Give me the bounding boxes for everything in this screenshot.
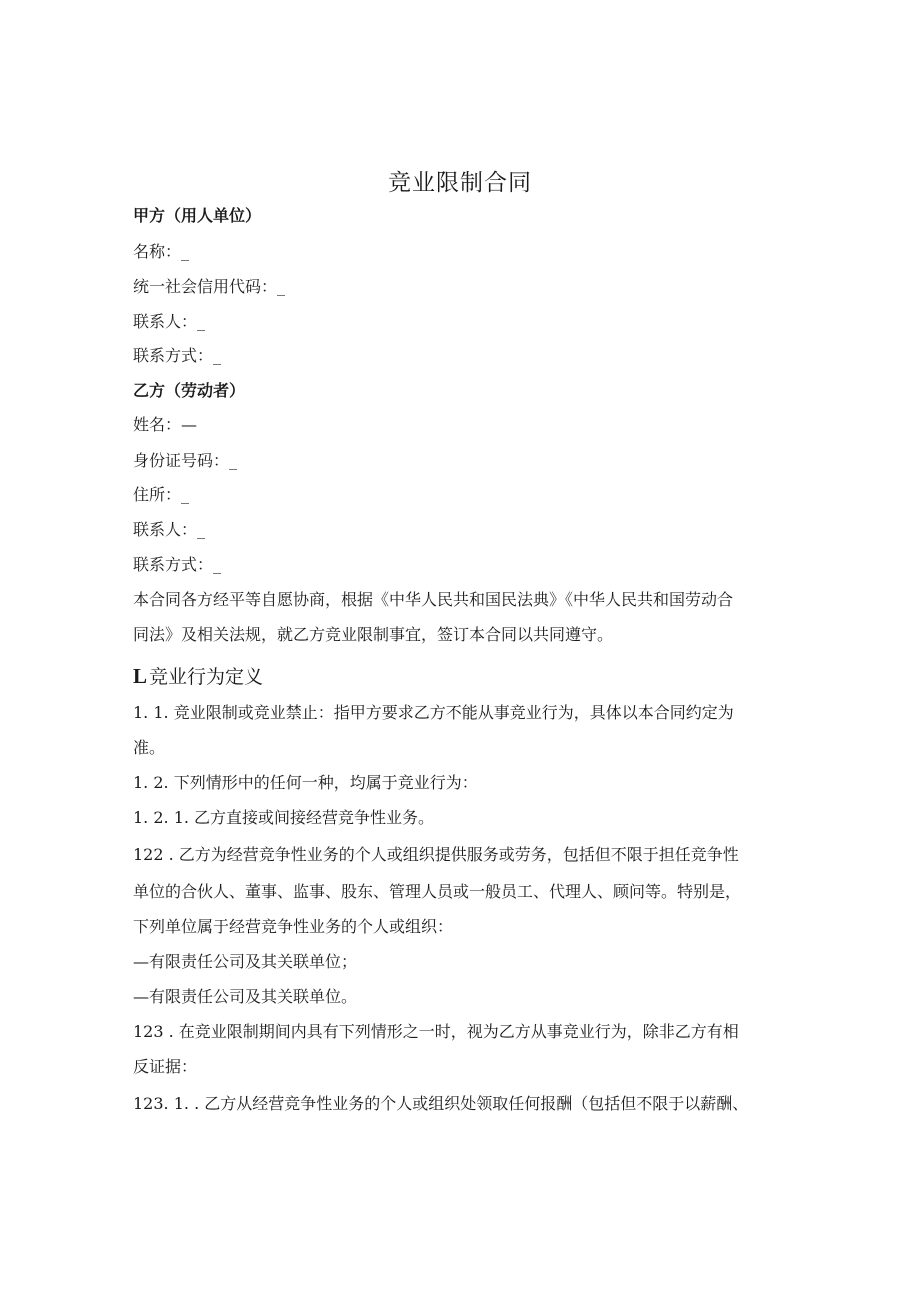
party-b-contact-person: 联系人：_ [133, 520, 206, 539]
party-a-name: 名称：_ [133, 242, 190, 261]
party-a-credit-code: 统一社会信用代码：_ [133, 277, 286, 296]
preamble-line: 同法》及相关法规，就乙方竞业限制事宜，签订本合同以共同遵守。 [133, 625, 614, 644]
clause-line: —有限责任公司及其关联单位。 [133, 987, 358, 1006]
party-a-contact-person: 联系人：_ [133, 312, 206, 331]
clause-line: 1. 2. 下列情形中的任何一种，均属于竞业行为： [133, 773, 478, 792]
clause-line: 单位的合伙人、董事、监事、股东、管理人员或一般员工、代理人、顾问等。特别是， [133, 882, 742, 901]
party-a-contact-method: 联系方式：_ [133, 346, 222, 365]
party-b-name: 姓名：— [133, 415, 198, 434]
party-a-heading: 甲方（用人单位） [133, 206, 262, 225]
party-b-contact-method: 联系方式：_ [133, 555, 222, 574]
clause-line: 122 . 乙方为经营竞争性业务的个人或组织提供服务或劳务，包括但不限于担任竞争性 [133, 845, 739, 864]
section-1-title: 竞业行为定义 [149, 666, 264, 688]
section-1-heading [133, 664, 263, 689]
preamble-line: 本合同各方经平等自愿协商，根据《中华人民共和国民法典》《中华人民共和国劳动合 [133, 590, 734, 609]
section-1-number: L [133, 664, 148, 688]
clause-line: 1. 1. 竞业限制或竞业禁止：指甲方要求乙方不能从事竞业行为，具体以本合同约定为 [133, 703, 734, 722]
party-b-heading: 乙方（劳动者） [133, 381, 246, 400]
party-b-id-number: 身份证号码：_ [133, 451, 238, 470]
clause-line: 123 . 在竞业限制期间内具有下列情形之一时，视为乙方从事竞业行为，除非乙方有相 [133, 1022, 739, 1041]
clause-line: —有限责任公司及其关联单位； [133, 952, 358, 971]
clause-line: 1. 2. 1. 乙方直接或间接经营竞争性业务。 [133, 808, 435, 827]
party-b-address: 住所：_ [133, 485, 190, 504]
clause-line: 123. 1. . 乙方从经营竞争性业务的个人或组织处领取任何报酬（包括但不限于以薪酬、 [133, 1094, 749, 1113]
document-title: 竞业限制合同 [388, 170, 532, 196]
clause-line: 反证据： [133, 1057, 198, 1076]
clause-line: 准。 [133, 738, 166, 757]
clause-line: 下列单位属于经营竞争性业务的个人或组织： [133, 917, 454, 936]
